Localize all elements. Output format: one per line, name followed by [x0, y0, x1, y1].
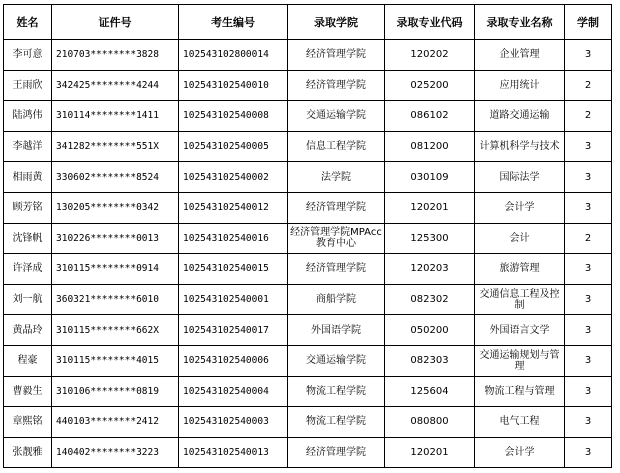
cell-major-code: 050200	[385, 315, 475, 346]
cell-years: 3	[565, 437, 612, 468]
cell-major-code: 082302	[385, 284, 475, 315]
admission-table	[3, 4, 612, 468]
cell-years: 3	[565, 345, 612, 376]
table-row	[4, 101, 612, 132]
table-row	[4, 131, 612, 162]
cell-id-number: 310115********0914	[52, 254, 179, 285]
cell-years: 3	[565, 315, 612, 346]
cell-college: 信息工程学院	[288, 131, 385, 162]
table-row	[4, 376, 612, 407]
table-row	[4, 70, 612, 101]
cell-major-code: 086102	[385, 101, 475, 132]
cell-major-code: 030109	[385, 162, 475, 193]
cell-college: 经济管理学院	[288, 192, 385, 223]
cell-exam-number: 102543102540003	[179, 407, 288, 438]
cell-exam-number: 102543102540004	[179, 376, 288, 407]
cell-id-number: 210703********3828	[52, 40, 179, 71]
cell-years: 3	[565, 40, 612, 71]
cell-id-number: 310115********662X	[52, 315, 179, 346]
cell-major-code: 120201	[385, 437, 475, 468]
cell-college: 商船学院	[288, 284, 385, 315]
cell-name: 顾芳铭	[4, 192, 52, 223]
cell-years: 3	[565, 131, 612, 162]
cell-major-name: 物流工程与管理	[475, 376, 565, 407]
cell-name: 章熙铭	[4, 407, 52, 438]
cell-years: 3	[565, 192, 612, 223]
cell-years: 2	[565, 223, 612, 254]
cell-major-name: 企业管理	[475, 40, 565, 71]
cell-exam-number: 102543102540002	[179, 162, 288, 193]
cell-name: 沈锋帆	[4, 223, 52, 254]
cell-id-number: 330602********8524	[52, 162, 179, 193]
cell-name: 李越洋	[4, 131, 52, 162]
table-row	[4, 315, 612, 346]
cell-college: 物流工程学院	[288, 376, 385, 407]
cell-name: 陆鸿伟	[4, 101, 52, 132]
header-college: 录取学院	[288, 5, 385, 40]
cell-id-number: 360321********6010	[52, 284, 179, 315]
cell-major-code: 025200	[385, 70, 475, 101]
cell-name: 曹毅生	[4, 376, 52, 407]
cell-name: 相雨黄	[4, 162, 52, 193]
cell-major-name: 会计学	[475, 192, 565, 223]
table-row	[4, 223, 612, 254]
table-row	[4, 192, 612, 223]
cell-college: 外国语学院	[288, 315, 385, 346]
table-row	[4, 345, 612, 376]
cell-college: 经济管理学院	[288, 70, 385, 101]
cell-exam-number: 102543102540017	[179, 315, 288, 346]
cell-exam-number: 102543102540012	[179, 192, 288, 223]
cell-id-number: 341282********551X	[52, 131, 179, 162]
cell-college: 经济管理学院	[288, 437, 385, 468]
header-id-number: 证件号	[52, 5, 179, 40]
cell-years: 2	[565, 70, 612, 101]
cell-id-number: 310114********1411	[52, 101, 179, 132]
cell-exam-number: 102543102540001	[179, 284, 288, 315]
cell-major-code: 081200	[385, 131, 475, 162]
cell-exam-number: 102543102540008	[179, 101, 288, 132]
header-name: 姓名	[4, 5, 52, 40]
cell-id-number: 310106********0819	[52, 376, 179, 407]
cell-name: 许泽成	[4, 254, 52, 285]
cell-major-name: 旅游管理	[475, 254, 565, 285]
cell-major-name: 会计学	[475, 437, 565, 468]
cell-id-number: 440103********2412	[52, 407, 179, 438]
cell-major-name: 国际法学	[475, 162, 565, 193]
cell-years: 3	[565, 162, 612, 193]
cell-exam-number: 102543102540006	[179, 345, 288, 376]
cell-major-code: 080800	[385, 407, 475, 438]
cell-major-name: 道路交通运输	[475, 101, 565, 132]
cell-college: 法学院	[288, 162, 385, 193]
cell-years: 3	[565, 284, 612, 315]
cell-years: 3	[565, 407, 612, 438]
header-major-name: 录取专业名称	[475, 5, 565, 40]
cell-college: 经济管理学院	[288, 254, 385, 285]
cell-college: 交通运输学院	[288, 345, 385, 376]
cell-major-name: 会计	[475, 223, 565, 254]
cell-exam-number: 102543102540015	[179, 254, 288, 285]
table-row	[4, 437, 612, 468]
cell-major-code: 120202	[385, 40, 475, 71]
cell-major-code: 125604	[385, 376, 475, 407]
cell-exam-number: 102543102800014	[179, 40, 288, 71]
cell-years: 3	[565, 376, 612, 407]
cell-exam-number: 102543102540005	[179, 131, 288, 162]
cell-id-number: 310115********4015	[52, 345, 179, 376]
table-row	[4, 254, 612, 285]
cell-name: 李可意	[4, 40, 52, 71]
header-exam-number: 考生编号	[179, 5, 288, 40]
cell-name: 程豪	[4, 345, 52, 376]
header-row	[4, 5, 612, 40]
cell-name: 黄晶玲	[4, 315, 52, 346]
cell-major-name: 电气工程	[475, 407, 565, 438]
cell-id-number: 130205********0342	[52, 192, 179, 223]
cell-college: 经济管理学院	[288, 40, 385, 71]
cell-college: 经济管理学院MPAcc教育中心	[288, 223, 385, 254]
table-row	[4, 407, 612, 438]
header-years: 学制	[565, 5, 612, 40]
cell-major-name: 交通运输规划与管理	[475, 345, 565, 376]
header-major-code: 录取专业代码	[385, 5, 475, 40]
cell-major-name: 外国语言文学	[475, 315, 565, 346]
cell-name: 刘一航	[4, 284, 52, 315]
cell-id-number: 342425********4244	[52, 70, 179, 101]
cell-college: 交通运输学院	[288, 101, 385, 132]
table-row	[4, 162, 612, 193]
cell-exam-number: 102543102540013	[179, 437, 288, 468]
cell-years: 3	[565, 254, 612, 285]
cell-major-code: 120201	[385, 192, 475, 223]
cell-major-code: 082303	[385, 345, 475, 376]
cell-id-number: 140402********3223	[52, 437, 179, 468]
cell-id-number: 310226********0013	[52, 223, 179, 254]
table-row	[4, 40, 612, 71]
cell-exam-number: 102543102540010	[179, 70, 288, 101]
cell-major-name: 计算机科学与技术	[475, 131, 565, 162]
cell-name: 王雨欣	[4, 70, 52, 101]
cell-major-code: 125300	[385, 223, 475, 254]
table-row	[4, 284, 612, 315]
cell-major-name: 交通信息工程及控制	[475, 284, 565, 315]
cell-major-name: 应用统计	[475, 70, 565, 101]
cell-major-code: 120203	[385, 254, 475, 285]
cell-college: 物流工程学院	[288, 407, 385, 438]
cell-name: 张靓雅	[4, 437, 52, 468]
cell-exam-number: 102543102540016	[179, 223, 288, 254]
cell-years: 2	[565, 101, 612, 132]
